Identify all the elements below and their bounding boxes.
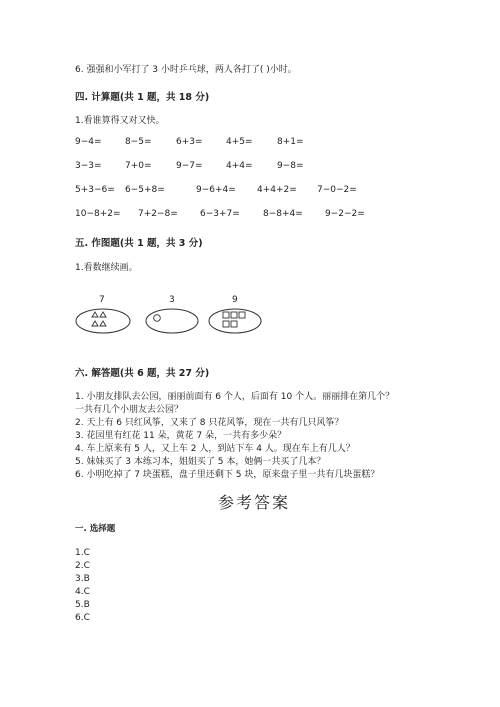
calc-item: 6−5+8= <box>125 185 165 195</box>
calc-item: 4+4= <box>226 161 253 171</box>
calc-item: 9−6+4= <box>196 185 236 195</box>
calc-item: 9−2−2= <box>325 209 365 219</box>
calc-item: 6−3+7= <box>200 209 240 219</box>
answer-key-title: 参考答案 <box>218 493 291 512</box>
word-problem: 一共有几个小朋友去公园？ <box>75 405 184 415</box>
answer-item: 1.C <box>75 548 90 558</box>
calc-item: 8+1= <box>277 137 304 147</box>
calc-item: 7−0−2= <box>317 185 357 195</box>
calc-item: 9−8= <box>277 161 304 171</box>
section-4-instruction: 1.看谁算得又对又快。 <box>75 116 165 126</box>
word-problem: 2. 天上有 6 只红风筝，又来了 8 只花风筝，现在一共有几只风筝？ <box>75 418 344 428</box>
answer-item: 6.C <box>75 613 90 623</box>
calc-item: 7+2−8= <box>138 209 178 219</box>
drawing-figure-9 <box>208 295 262 336</box>
calc-item: 8−5= <box>125 137 152 147</box>
section-5-heading: 五. 作图题(共 1 题，共 3 分) <box>75 238 203 249</box>
figure-number: 9 <box>232 295 238 305</box>
calc-item: 5+3−6= <box>75 185 115 195</box>
answer-item: 5.B <box>75 600 90 610</box>
word-problem: 5. 妹妹买了 3 本练习本，姐姐买了 5 本，她俩一共买了几本？ <box>75 457 326 467</box>
oval-triangles <box>75 298 131 336</box>
oval-circle <box>145 298 199 336</box>
calc-item: 4+4+2= <box>257 185 297 195</box>
section-5-instruction: 1.看数继续画。 <box>75 263 138 273</box>
answer-item: 3.B <box>75 574 90 584</box>
calc-item: 9−4= <box>75 137 102 147</box>
calc-item: 10−8+2= <box>75 209 121 219</box>
calc-item: 6+3= <box>176 137 203 147</box>
answer-item: 2.C <box>75 561 90 571</box>
drawing-figure-3 <box>145 295 199 336</box>
calc-item: 7+0= <box>125 161 152 171</box>
drawing-figure-7 <box>75 295 131 336</box>
word-problem: 1. 小朋友排队去公园，丽丽前面有 6 个人，后面有 10 个人。丽丽排在第几个？ <box>75 392 395 402</box>
answer-item: 4.C <box>75 587 90 597</box>
question-6-line: 6. 强强和小军打了 3 小时乒乓球，两人各打了( )小时。 <box>75 65 297 75</box>
section-6-heading: 六. 解答题(共 6 题，共 27 分) <box>75 368 210 379</box>
figure-number: 7 <box>99 295 105 305</box>
word-problem: 4. 车上原来有 5 人，又上车 2 人，到站下车 4 人。现在车上有几人？ <box>75 444 355 454</box>
calc-item: 4+5= <box>226 137 253 147</box>
answer-section-heading: 一. 选择题 <box>75 524 116 534</box>
calc-item: 9−7= <box>176 161 203 171</box>
calc-item: 8−8+4= <box>263 209 303 219</box>
word-problem: 3. 花园里有红花 11 朵，黄花 7 朵，一共有多少朵？ <box>75 431 287 441</box>
oval-squares <box>208 298 262 336</box>
figure-number: 3 <box>169 295 175 305</box>
section-4-heading: 四. 计算题(共 1 题，共 18 分) <box>75 92 210 103</box>
word-problem: 6. 小明吃掉了 7 块蛋糕，盘子里还剩下 5 块，原来盘子里一共有几块蛋糕？ <box>75 470 380 480</box>
calc-item: 3−3= <box>75 161 102 171</box>
